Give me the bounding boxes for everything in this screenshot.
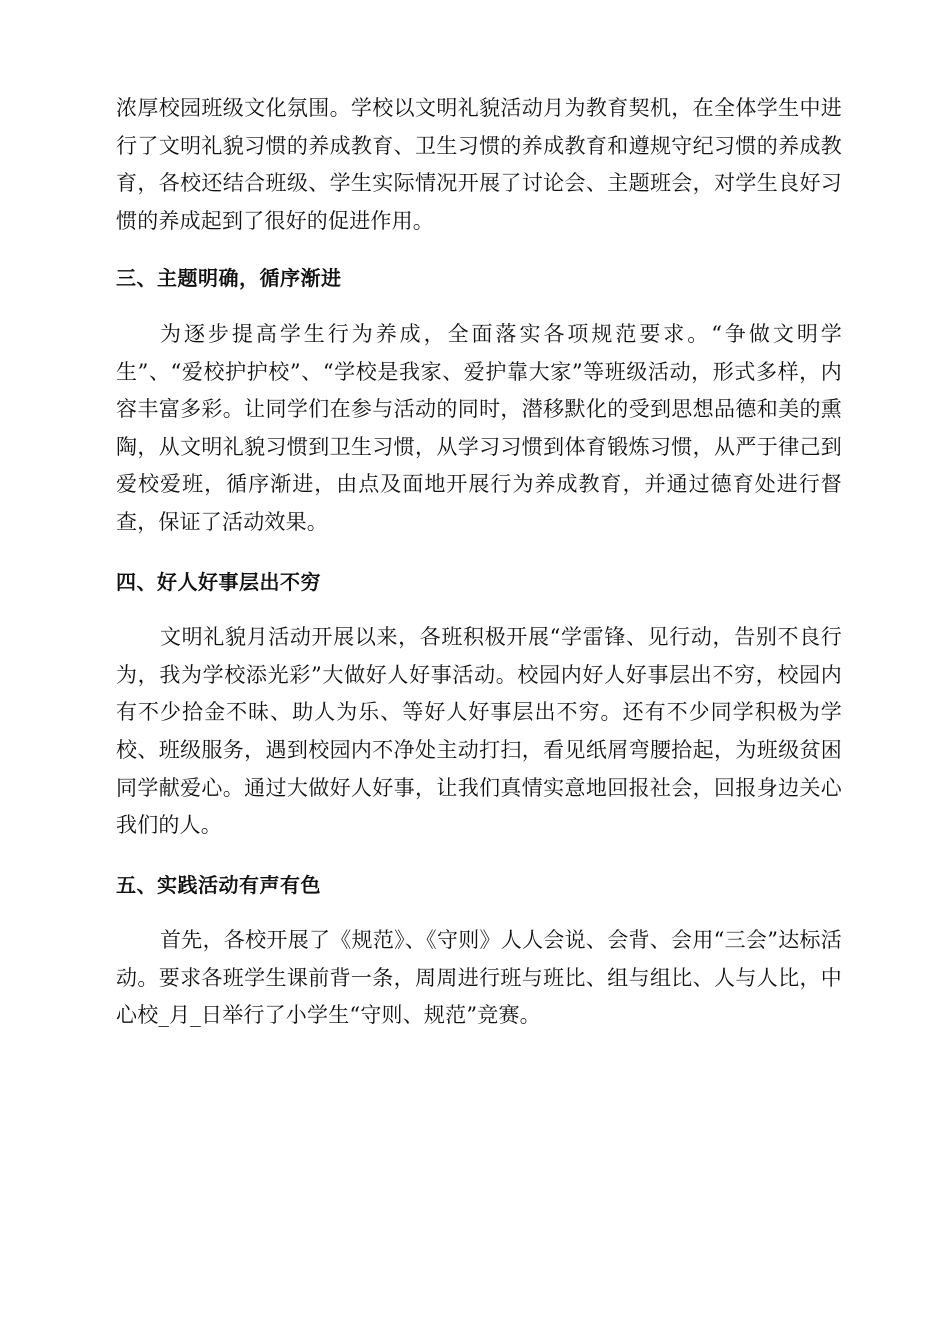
section-5-paragraph: 首先，各校开展了《规范》、《守则》人人会说、会背、会用“三会”达标活动。要求各班学生课前背一条，周周进行班与班比、组与组比、人与人比，中心校_月_日举行了小学生“守则、规范”竞赛。 xyxy=(116,928,842,1028)
section-3-paragraph: 为逐步提高学生行为养成，全面落实各项规范要求。“争做文明学生”、“爱校护护校”、“学校是我家、爱护靠大家”等班级活动，形式多样，内容丰富多彩。让同学们在参与活动的同时，潜移默化的受到思想品德和美的熏陶，从文明礼貌习惯到卫生习惯，从学习习惯到体育锻炼习惯，从严于律己到爱校爱班，循序渐进，由点及面地开展行为养成教育，并通过德育处进行督查，保证了活动效果。 xyxy=(116,321,842,534)
section-heading-4: 四、好人好事层出不穷 xyxy=(116,569,321,594)
intro-paragraph: 浓厚校园班级文化氛围。学校以文明礼貌活动月为教育契机，在全体学生中进行了文明礼貌习惯的养成教育、卫生习惯的养成教育和遵规守纪习惯的养成教育，各校还结合班级、学生实际情况开展了讨论会、主题班会，对学生良好习惯的养成起到了很好的促进作用。 xyxy=(116,96,842,233)
section-heading-3: 三、主题明确，循序渐进 xyxy=(116,266,342,291)
section-heading-5: 五、实践活动有声有色 xyxy=(116,872,321,897)
section-4-paragraph: 文明礼貌月活动开展以来，各班积极开展“学雷锋、见行动，告别不良行为，我为学校添光彩”大做好人好事活动。校园内好人好事层出不穷，校园内有不少拾金不昧、助人为乐、等好人好事层出不穷。还有不少同学积极为学校、班级服务，遇到校园内不净处主动打扫，看见纸屑弯腰拾起，为班级贫困同学献爱心。通过大做好人好事，让我们真情实意地回报社会，回报身边关心我们的人。 xyxy=(116,625,842,838)
document-body xyxy=(116,90,842,1035)
